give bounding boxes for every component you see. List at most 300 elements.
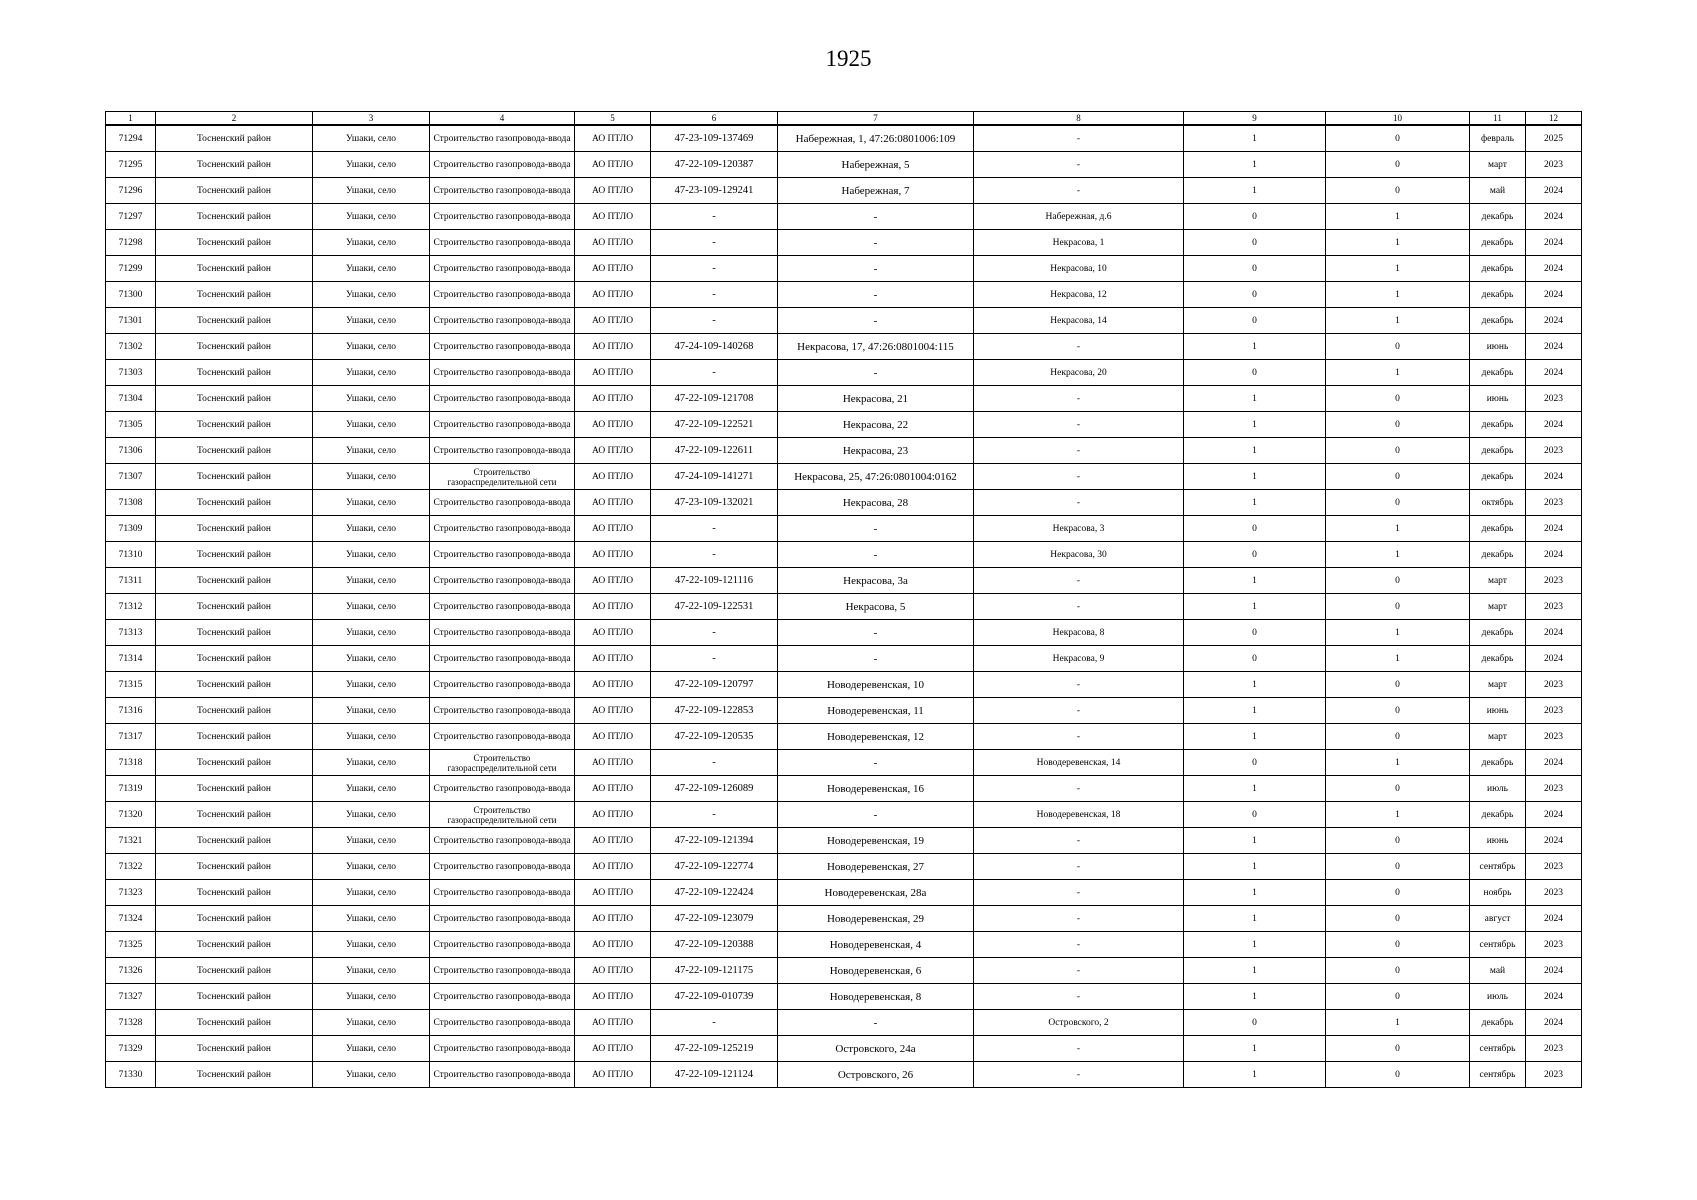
cell-address-planned: - — [974, 698, 1184, 724]
cell-address-planned: - — [974, 386, 1184, 412]
cell-address-planned: Островского, 2 — [974, 1010, 1184, 1036]
cell-organization: АО ПТЛО — [575, 568, 651, 594]
cell-work-type: Строительство газопровода-ввода — [430, 360, 575, 386]
cell-row-id: 71327 — [106, 984, 156, 1010]
cell-row-id: 71311 — [106, 568, 156, 594]
cell-count-planned: 0 — [1326, 334, 1470, 360]
cell-organization: АО ПТЛО — [575, 698, 651, 724]
cell-application-number: 47-23-109-137469 — [651, 125, 778, 152]
cell-address-contract: Некрасова, 28 — [778, 490, 974, 516]
cell-count-planned: 0 — [1326, 958, 1470, 984]
table-row — [106, 776, 1582, 802]
cell-address-contract: Набережная, 1, 47:26:0801006:109 — [778, 125, 974, 152]
cell-work-type: Строительство газопровода-ввода — [430, 1010, 575, 1036]
cell-address-contract: - — [778, 256, 974, 282]
cell-year: 2023 — [1526, 776, 1582, 802]
cell-address-contract: Некрасова, 23 — [778, 438, 974, 464]
page-number: 1925 — [825, 46, 872, 71]
cell-count-contracted: 1 — [1184, 125, 1326, 152]
cell-application-number: - — [651, 516, 778, 542]
cell-address-contract: Некрасова, 3а — [778, 568, 974, 594]
cell-row-id: 71297 — [106, 204, 156, 230]
cell-district: Тосненский район — [156, 464, 313, 490]
cell-row-id: 71319 — [106, 776, 156, 802]
cell-year: 2024 — [1526, 516, 1582, 542]
cell-address-contract: - — [778, 282, 974, 308]
cell-application-number: - — [651, 620, 778, 646]
cell-row-id: 71312 — [106, 594, 156, 620]
cell-month: май — [1470, 958, 1526, 984]
cell-address-contract: Новодеревенская, 19 — [778, 828, 974, 854]
table-row — [106, 1036, 1582, 1062]
cell-organization: АО ПТЛО — [575, 880, 651, 906]
cell-work-type: Строительство газопровода-ввода — [430, 438, 575, 464]
cell-row-id: 71323 — [106, 880, 156, 906]
cell-count-contracted: 1 — [1184, 698, 1326, 724]
cell-address-contract: Новодеревенская, 10 — [778, 672, 974, 698]
cell-count-planned: 0 — [1326, 594, 1470, 620]
cell-count-planned: 0 — [1326, 698, 1470, 724]
table-row — [106, 490, 1582, 516]
cell-district: Тосненский район — [156, 698, 313, 724]
cell-application-number: 47-24-109-140268 — [651, 334, 778, 360]
table-row — [106, 724, 1582, 750]
table-row — [106, 594, 1582, 620]
cell-month: март — [1470, 672, 1526, 698]
cell-settlement: Ушаки, село — [313, 204, 430, 230]
cell-work-type: Строительство газопровода-ввода — [430, 282, 575, 308]
cell-district: Тосненский район — [156, 178, 313, 204]
cell-work-type: Строительство газопровода-ввода — [430, 230, 575, 256]
cell-year: 2024 — [1526, 958, 1582, 984]
cell-month: июль — [1470, 776, 1526, 802]
cell-year: 2024 — [1526, 282, 1582, 308]
column-header: 5 — [575, 112, 651, 126]
cell-work-type: Строительство газопровода-ввода — [430, 1062, 575, 1088]
cell-count-planned: 0 — [1326, 178, 1470, 204]
cell-application-number: - — [651, 646, 778, 672]
table-row — [106, 854, 1582, 880]
cell-count-contracted: 0 — [1184, 1010, 1326, 1036]
cell-organization: АО ПТЛО — [575, 308, 651, 334]
cell-address-contract: Набережная, 5 — [778, 152, 974, 178]
table-row — [106, 204, 1582, 230]
cell-month: декабрь — [1470, 360, 1526, 386]
cell-month: декабрь — [1470, 802, 1526, 828]
cell-row-id: 71315 — [106, 672, 156, 698]
cell-work-type: Строительство газопровода-ввода — [430, 932, 575, 958]
cell-work-type: Строительство газопровода-ввода — [430, 854, 575, 880]
cell-count-planned: 0 — [1326, 724, 1470, 750]
cell-count-planned: 0 — [1326, 125, 1470, 152]
cell-row-id: 71326 — [106, 958, 156, 984]
cell-organization: АО ПТЛО — [575, 464, 651, 490]
cell-application-number: - — [651, 256, 778, 282]
cell-settlement: Ушаки, село — [313, 828, 430, 854]
cell-month: декабрь — [1470, 542, 1526, 568]
cell-work-type: Строительство газопровода-ввода — [430, 776, 575, 802]
cell-address-contract: Новодеревенская, 28а — [778, 880, 974, 906]
cell-work-type: Строительство газопровода-ввода — [430, 958, 575, 984]
cell-settlement: Ушаки, село — [313, 125, 430, 152]
cell-district: Тосненский район — [156, 672, 313, 698]
cell-year: 2023 — [1526, 672, 1582, 698]
cell-work-type: Строительство газопровода-ввода — [430, 412, 575, 438]
cell-district: Тосненский район — [156, 776, 313, 802]
cell-district: Тосненский район — [156, 1010, 313, 1036]
cell-count-contracted: 1 — [1184, 490, 1326, 516]
cell-row-id: 71329 — [106, 1036, 156, 1062]
table-row — [106, 152, 1582, 178]
cell-address-contract: Некрасова, 17, 47:26:0801004:115 — [778, 334, 974, 360]
cell-district: Тосненский район — [156, 334, 313, 360]
cell-row-id: 71304 — [106, 386, 156, 412]
cell-address-planned: Новодеревенская, 18 — [974, 802, 1184, 828]
cell-year: 2024 — [1526, 230, 1582, 256]
cell-application-number: - — [651, 204, 778, 230]
table-row — [106, 308, 1582, 334]
cell-year: 2024 — [1526, 256, 1582, 282]
cell-address-contract: - — [778, 620, 974, 646]
cell-settlement: Ушаки, село — [313, 516, 430, 542]
cell-count-planned: 0 — [1326, 828, 1470, 854]
cell-organization: АО ПТЛО — [575, 724, 651, 750]
cell-year: 2025 — [1526, 125, 1582, 152]
cell-organization: АО ПТЛО — [575, 125, 651, 152]
cell-count-contracted: 0 — [1184, 802, 1326, 828]
cell-work-type: Строительство газопровода-ввода — [430, 828, 575, 854]
cell-count-planned: 1 — [1326, 620, 1470, 646]
cell-work-type: Строительство газопровода-ввода — [430, 880, 575, 906]
cell-row-id: 71318 — [106, 750, 156, 776]
cell-address-contract: - — [778, 360, 974, 386]
table-row — [106, 516, 1582, 542]
cell-month: октябрь — [1470, 490, 1526, 516]
cell-organization: АО ПТЛО — [575, 1010, 651, 1036]
cell-count-planned: 0 — [1326, 984, 1470, 1010]
cell-month: декабрь — [1470, 438, 1526, 464]
cell-settlement: Ушаки, село — [313, 620, 430, 646]
cell-settlement: Ушаки, село — [313, 256, 430, 282]
column-header: 6 — [651, 112, 778, 126]
cell-address-planned: Набережная, д.6 — [974, 204, 1184, 230]
cell-count-planned: 1 — [1326, 360, 1470, 386]
cell-row-id: 71325 — [106, 932, 156, 958]
column-header: 8 — [974, 112, 1184, 126]
cell-application-number: 47-22-109-120797 — [651, 672, 778, 698]
cell-row-id: 71317 — [106, 724, 156, 750]
cell-organization: АО ПТЛО — [575, 516, 651, 542]
cell-year: 2024 — [1526, 646, 1582, 672]
cell-count-contracted: 0 — [1184, 360, 1326, 386]
cell-application-number: 47-22-109-122853 — [651, 698, 778, 724]
cell-district: Тосненский район — [156, 958, 313, 984]
cell-address-planned: - — [974, 776, 1184, 802]
cell-application-number: 47-22-109-122774 — [651, 854, 778, 880]
cell-district: Тосненский район — [156, 308, 313, 334]
cell-row-id: 71295 — [106, 152, 156, 178]
cell-address-contract: Новодеревенская, 16 — [778, 776, 974, 802]
cell-settlement: Ушаки, село — [313, 1036, 430, 1062]
cell-month: июнь — [1470, 386, 1526, 412]
cell-district: Тосненский район — [156, 828, 313, 854]
cell-address-planned: Некрасова, 10 — [974, 256, 1184, 282]
cell-month: февраль — [1470, 125, 1526, 152]
cell-organization: АО ПТЛО — [575, 412, 651, 438]
cell-address-planned: - — [974, 178, 1184, 204]
cell-organization: АО ПТЛО — [575, 360, 651, 386]
cell-organization: АО ПТЛО — [575, 230, 651, 256]
cell-settlement: Ушаки, село — [313, 230, 430, 256]
cell-application-number: - — [651, 360, 778, 386]
cell-year: 2023 — [1526, 594, 1582, 620]
cell-address-contract: Новодеревенская, 27 — [778, 854, 974, 880]
cell-year: 2024 — [1526, 178, 1582, 204]
cell-row-id: 71313 — [106, 620, 156, 646]
cell-month: август — [1470, 906, 1526, 932]
cell-count-planned: 0 — [1326, 438, 1470, 464]
cell-district: Тосненский район — [156, 516, 313, 542]
cell-address-planned: - — [974, 984, 1184, 1010]
cell-month: июнь — [1470, 334, 1526, 360]
cell-row-id: 71302 — [106, 334, 156, 360]
cell-organization: АО ПТЛО — [575, 542, 651, 568]
table-row — [106, 568, 1582, 594]
cell-work-type: Строительство газопровода-ввода — [430, 516, 575, 542]
cell-district: Тосненский район — [156, 230, 313, 256]
cell-application-number: - — [651, 802, 778, 828]
cell-month: декабрь — [1470, 1010, 1526, 1036]
cell-count-contracted: 1 — [1184, 152, 1326, 178]
table-row — [106, 178, 1582, 204]
cell-settlement: Ушаки, село — [313, 360, 430, 386]
cell-year: 2024 — [1526, 412, 1582, 438]
cell-settlement: Ушаки, село — [313, 750, 430, 776]
table-row — [106, 464, 1582, 490]
cell-year: 2023 — [1526, 386, 1582, 412]
cell-count-planned: 1 — [1326, 646, 1470, 672]
cell-row-id: 71324 — [106, 906, 156, 932]
cell-district: Тосненский район — [156, 256, 313, 282]
cell-work-type: Строительство газопровода-ввода — [430, 1036, 575, 1062]
cell-count-planned: 1 — [1326, 750, 1470, 776]
cell-address-planned: - — [974, 880, 1184, 906]
cell-address-planned: - — [974, 854, 1184, 880]
cell-organization: АО ПТЛО — [575, 1062, 651, 1088]
cell-settlement: Ушаки, село — [313, 152, 430, 178]
cell-district: Тосненский район — [156, 1062, 313, 1088]
cell-organization: АО ПТЛО — [575, 282, 651, 308]
cell-organization: АО ПТЛО — [575, 1036, 651, 1062]
cell-application-number: 47-22-109-121175 — [651, 958, 778, 984]
table-row — [106, 1062, 1582, 1088]
cell-row-id: 71307 — [106, 464, 156, 490]
cell-address-contract: - — [778, 516, 974, 542]
column-number-row — [106, 112, 1582, 126]
cell-work-type: Строительство газопровода-ввода — [430, 256, 575, 282]
cell-application-number: - — [651, 750, 778, 776]
table-row — [106, 360, 1582, 386]
column-header: 11 — [1470, 112, 1526, 126]
table-row — [106, 256, 1582, 282]
cell-count-planned: 0 — [1326, 568, 1470, 594]
cell-work-type: Строительство газопровода-ввода — [430, 204, 575, 230]
table-row — [106, 672, 1582, 698]
cell-district: Тосненский район — [156, 542, 313, 568]
cell-district: Тосненский район — [156, 594, 313, 620]
cell-application-number: 47-22-109-122531 — [651, 594, 778, 620]
cell-year: 2024 — [1526, 620, 1582, 646]
cell-settlement: Ушаки, село — [313, 282, 430, 308]
cell-row-id: 71308 — [106, 490, 156, 516]
cell-district: Тосненский район — [156, 438, 313, 464]
column-header: 3 — [313, 112, 430, 126]
cell-work-type: Строительство газопровода-ввода — [430, 490, 575, 516]
cell-application-number: 47-22-109-122424 — [651, 880, 778, 906]
cell-application-number: 47-22-109-123079 — [651, 906, 778, 932]
cell-application-number: - — [651, 282, 778, 308]
cell-application-number: 47-22-109-122611 — [651, 438, 778, 464]
cell-year: 2024 — [1526, 906, 1582, 932]
cell-organization: АО ПТЛО — [575, 854, 651, 880]
cell-address-planned: - — [974, 828, 1184, 854]
cell-count-contracted: 1 — [1184, 932, 1326, 958]
cell-application-number: - — [651, 230, 778, 256]
cell-count-planned: 0 — [1326, 880, 1470, 906]
cell-row-id: 71310 — [106, 542, 156, 568]
cell-settlement: Ушаки, село — [313, 854, 430, 880]
cell-work-type: Строительство газопровода-ввода — [430, 152, 575, 178]
cell-year: 2023 — [1526, 932, 1582, 958]
cell-district: Тосненский район — [156, 646, 313, 672]
cell-row-id: 71328 — [106, 1010, 156, 1036]
cell-organization: АО ПТЛО — [575, 776, 651, 802]
table-row — [106, 1010, 1582, 1036]
cell-application-number: 47-22-109-125219 — [651, 1036, 778, 1062]
cell-row-id: 71303 — [106, 360, 156, 386]
cell-work-type: Строительство газораспределительной сети — [430, 750, 575, 776]
cell-year: 2023 — [1526, 152, 1582, 178]
column-header: 2 — [156, 112, 313, 126]
cell-organization: АО ПТЛО — [575, 984, 651, 1010]
cell-organization: АО ПТЛО — [575, 256, 651, 282]
cell-work-type: Строительство газопровода-ввода — [430, 620, 575, 646]
cell-work-type: Строительство газопровода-ввода — [430, 308, 575, 334]
cell-count-contracted: 1 — [1184, 906, 1326, 932]
cell-count-planned: 1 — [1326, 516, 1470, 542]
cell-count-planned: 0 — [1326, 412, 1470, 438]
cell-count-planned: 0 — [1326, 672, 1470, 698]
cell-address-planned: - — [974, 568, 1184, 594]
cell-count-planned: 0 — [1326, 932, 1470, 958]
cell-address-contract: - — [778, 750, 974, 776]
table-row — [106, 125, 1582, 152]
cell-organization: АО ПТЛО — [575, 152, 651, 178]
cell-work-type: Строительство газопровода-ввода — [430, 125, 575, 152]
cell-settlement: Ушаки, село — [313, 646, 430, 672]
cell-organization: АО ПТЛО — [575, 646, 651, 672]
cell-settlement: Ушаки, село — [313, 1062, 430, 1088]
cell-work-type: Строительство газопровода-ввода — [430, 698, 575, 724]
cell-month: декабрь — [1470, 256, 1526, 282]
cell-address-contract: - — [778, 308, 974, 334]
cell-month: март — [1470, 568, 1526, 594]
cell-month: март — [1470, 152, 1526, 178]
cell-address-planned: Новодеревенская, 14 — [974, 750, 1184, 776]
cell-address-contract: Некрасова, 25, 47:26:0801004:0162 — [778, 464, 974, 490]
cell-month: июль — [1470, 984, 1526, 1010]
table-row — [106, 646, 1582, 672]
cell-district: Тосненский район — [156, 386, 313, 412]
table-row — [106, 750, 1582, 776]
cell-month: декабрь — [1470, 204, 1526, 230]
cell-year: 2024 — [1526, 750, 1582, 776]
cell-application-number: 47-22-109-126089 — [651, 776, 778, 802]
cell-address-contract: Новодеревенская, 11 — [778, 698, 974, 724]
table-row — [106, 542, 1582, 568]
cell-count-contracted: 1 — [1184, 334, 1326, 360]
cell-month: декабрь — [1470, 750, 1526, 776]
table-row — [106, 906, 1582, 932]
cell-address-contract: Некрасова, 5 — [778, 594, 974, 620]
cell-organization: АО ПТЛО — [575, 828, 651, 854]
cell-work-type: Строительство газопровода-ввода — [430, 724, 575, 750]
cell-year: 2024 — [1526, 984, 1582, 1010]
cell-district: Тосненский район — [156, 490, 313, 516]
cell-district: Тосненский район — [156, 906, 313, 932]
cell-settlement: Ушаки, село — [313, 1010, 430, 1036]
cell-settlement: Ушаки, село — [313, 906, 430, 932]
cell-year: 2023 — [1526, 568, 1582, 594]
cell-address-contract: Новодеревенская, 6 — [778, 958, 974, 984]
cell-count-contracted: 1 — [1184, 984, 1326, 1010]
cell-settlement: Ушаки, село — [313, 932, 430, 958]
cell-district: Тосненский район — [156, 360, 313, 386]
cell-address-contract: - — [778, 230, 974, 256]
cell-month: сентябрь — [1470, 1036, 1526, 1062]
cell-organization: АО ПТЛО — [575, 490, 651, 516]
cell-month: декабрь — [1470, 646, 1526, 672]
cell-application-number: - — [651, 308, 778, 334]
cell-work-type: Строительство газопровода-ввода — [430, 178, 575, 204]
cell-month: декабрь — [1470, 230, 1526, 256]
cell-application-number: 47-22-109-120535 — [651, 724, 778, 750]
registry-table — [105, 111, 1582, 1088]
cell-year: 2024 — [1526, 334, 1582, 360]
cell-count-planned: 1 — [1326, 256, 1470, 282]
cell-application-number: - — [651, 542, 778, 568]
cell-district: Тосненский район — [156, 932, 313, 958]
cell-application-number: 47-22-109-122521 — [651, 412, 778, 438]
table-row — [106, 334, 1582, 360]
cell-row-id: 71306 — [106, 438, 156, 464]
cell-work-type: Строительство газопровода-ввода — [430, 334, 575, 360]
cell-district: Тосненский район — [156, 620, 313, 646]
cell-count-contracted: 0 — [1184, 646, 1326, 672]
cell-count-planned: 1 — [1326, 308, 1470, 334]
cell-address-planned: - — [974, 724, 1184, 750]
cell-application-number: 47-22-109-121124 — [651, 1062, 778, 1088]
cell-address-contract: - — [778, 802, 974, 828]
cell-month: декабрь — [1470, 516, 1526, 542]
table-row — [106, 880, 1582, 906]
cell-row-id: 71300 — [106, 282, 156, 308]
cell-district: Тосненский район — [156, 125, 313, 152]
cell-organization: АО ПТЛО — [575, 958, 651, 984]
cell-count-contracted: 0 — [1184, 516, 1326, 542]
cell-settlement: Ушаки, село — [313, 880, 430, 906]
cell-count-contracted: 0 — [1184, 542, 1326, 568]
